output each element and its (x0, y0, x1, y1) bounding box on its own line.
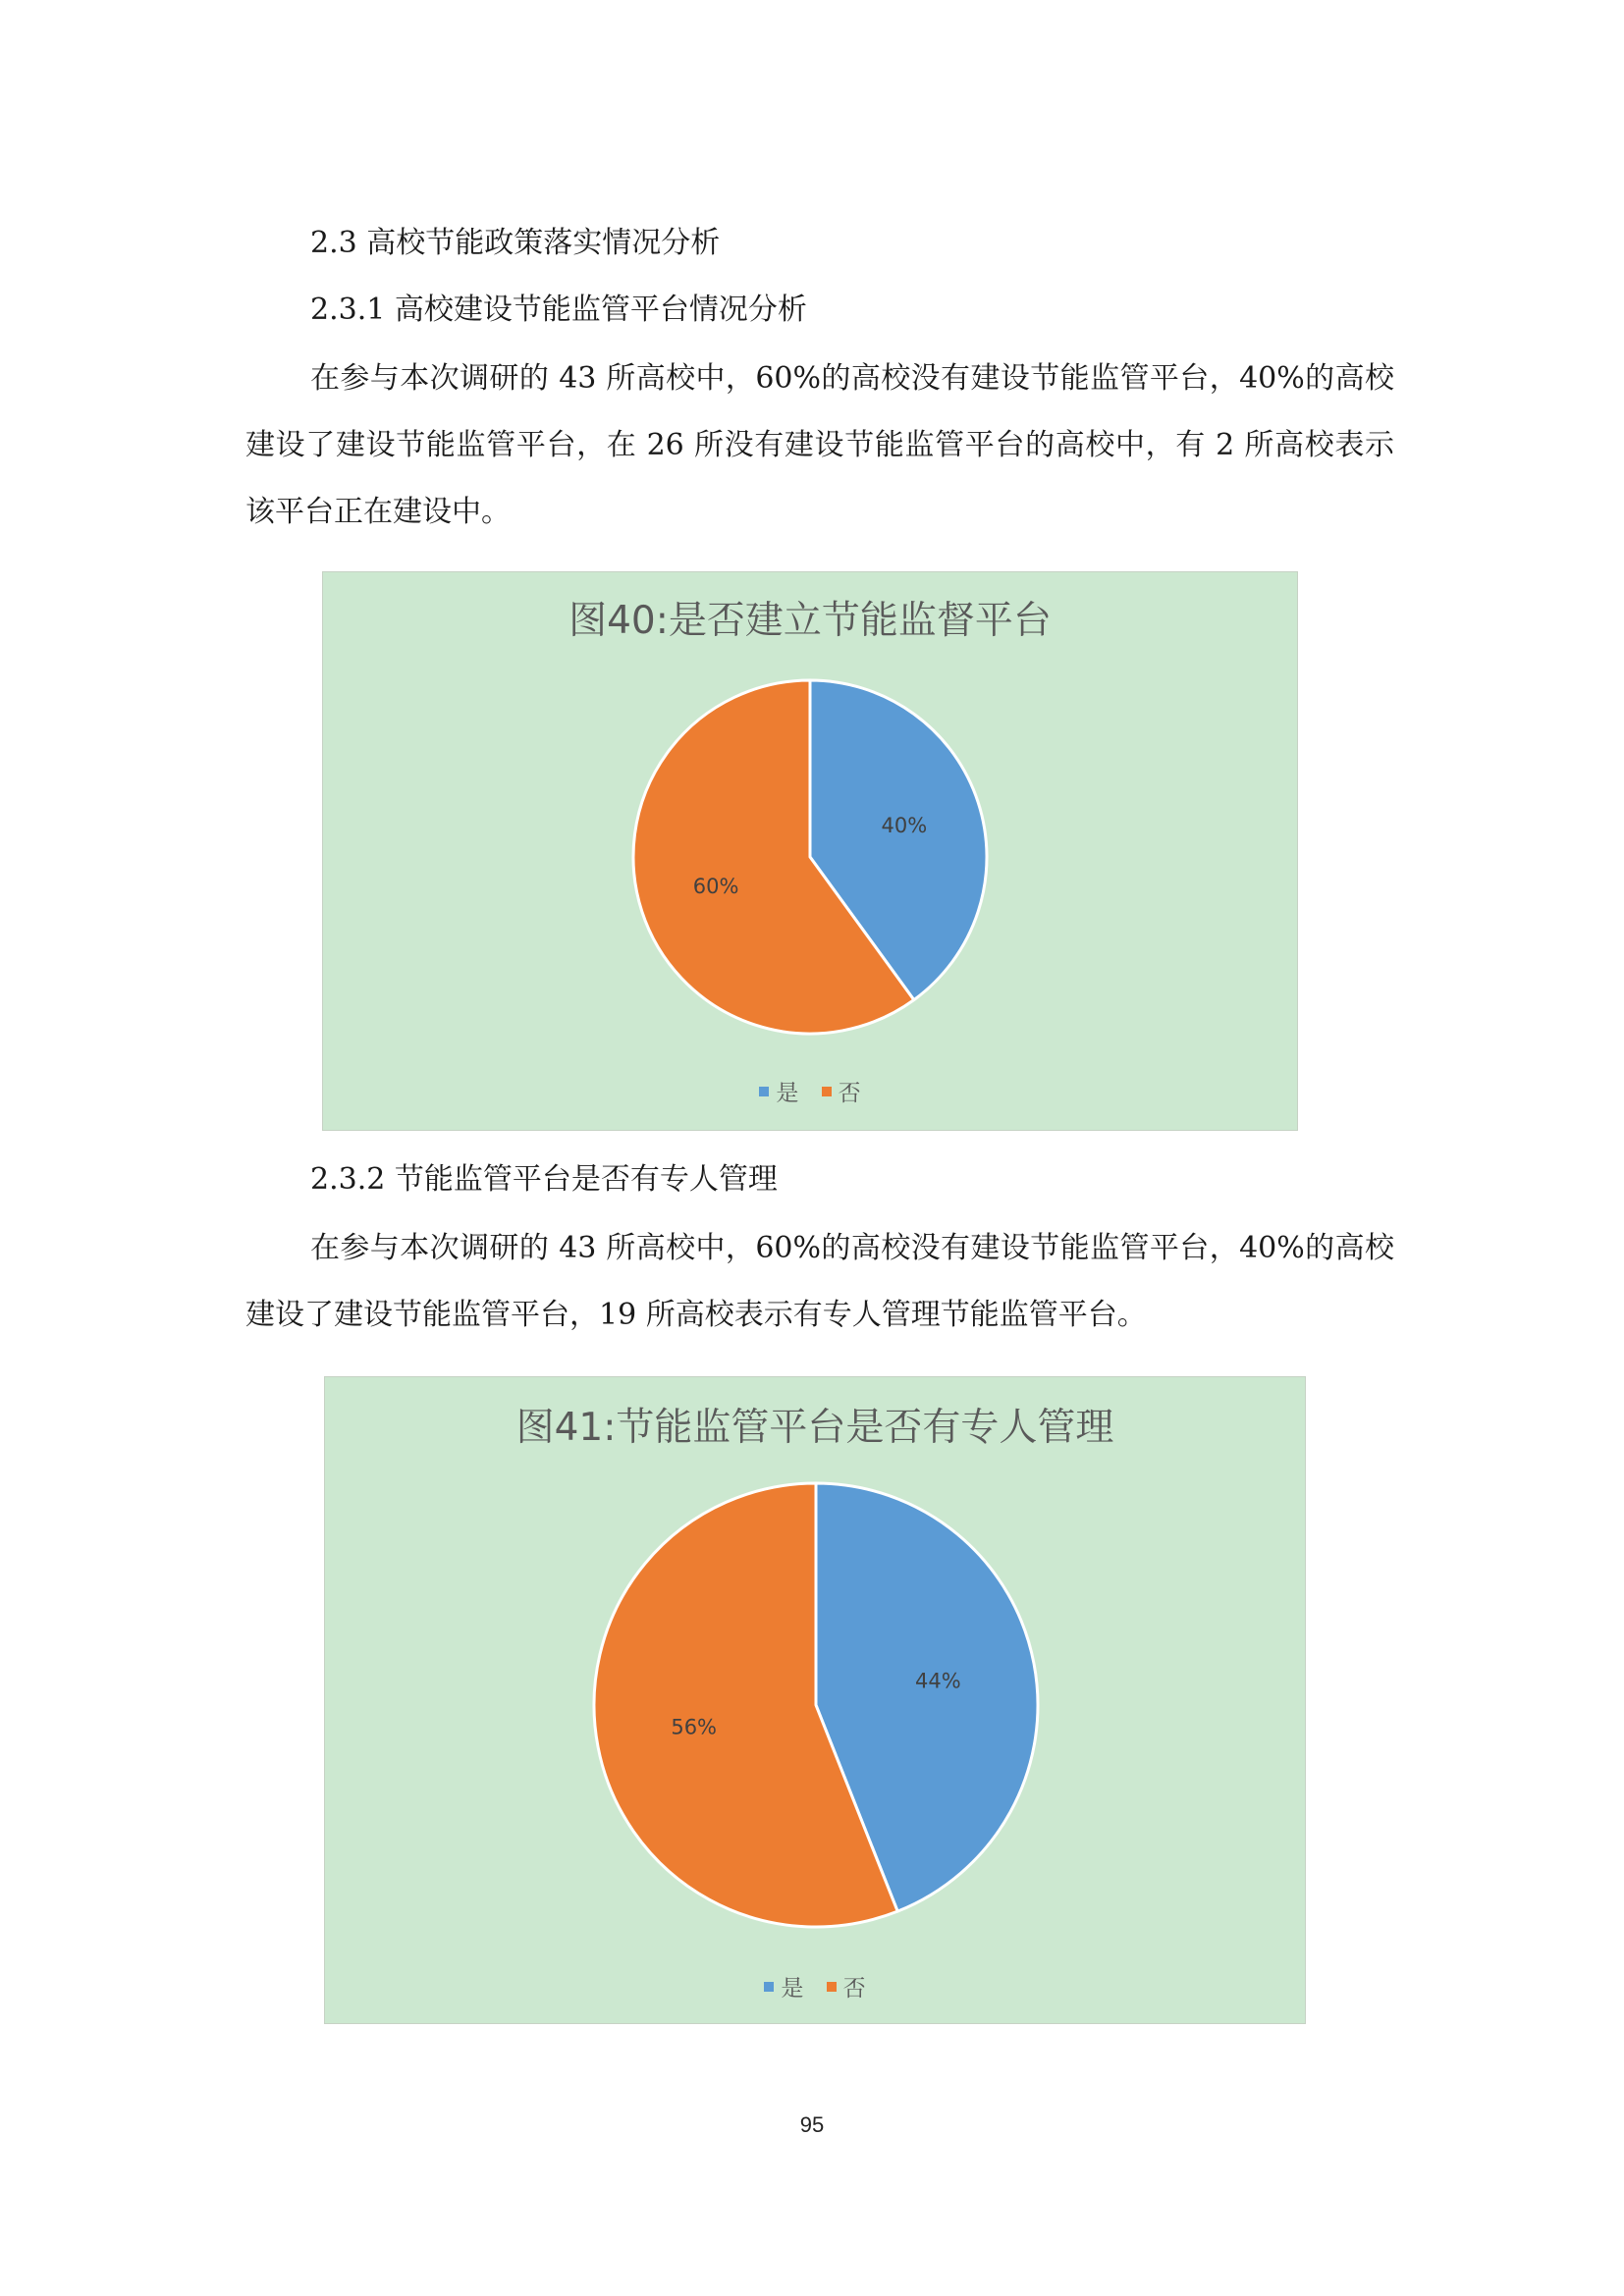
legend-swatch-no (822, 1087, 832, 1096)
legend-item-no (827, 1970, 866, 2002)
section-heading-2-3: 2.3 高校节能政策落实情况分析 (310, 226, 721, 260)
data-label-no: 56% (671, 1715, 718, 1739)
legend-swatch-yes (759, 1087, 769, 1096)
paragraph-dedicated-staff: 在参与本次调研的 43 所高校中，60%的高校没有建设节能监管平台，40%的高校建设了建设节能监管平台，19 所高校表示有专人管理节能监管平台。 (245, 1231, 1394, 1332)
data-label-yes: 44% (914, 1669, 961, 1693)
legend-item-yes (759, 1075, 798, 1107)
legend-swatch-no (827, 1982, 837, 1992)
pie-chart-40 (323, 572, 1299, 1132)
legend-label-no: 否 (842, 1976, 866, 2002)
chart-legend (325, 1970, 1305, 2002)
data-label-yes: 40% (881, 813, 928, 837)
pie-chart-41 (325, 1377, 1307, 2025)
chart-legend (323, 1075, 1297, 1107)
legend-swatch-yes (764, 1982, 774, 1992)
legend-label-yes: 是 (776, 1081, 799, 1106)
chart-title: 图40:是否建立节能监督平台 (568, 599, 1052, 643)
data-label-no: 60% (692, 875, 739, 899)
chart-title: 图41:节能监管平台是否有专人管理 (515, 1406, 1114, 1450)
section-heading-2-3-2: 2.3.2 节能监管平台是否有专人管理 (310, 1162, 778, 1197)
legend-item-no (822, 1075, 861, 1107)
chart-40 (322, 571, 1298, 1131)
legend-label-yes: 是 (781, 1976, 804, 2002)
page-number: 95 (799, 2112, 825, 2137)
chart-41 (324, 1376, 1306, 2024)
section-heading-2-3-1: 2.3.1 高校建设节能监管平台情况分析 (310, 293, 807, 327)
paragraph-platform-construction: 在参与本次调研的 43 所高校中，60%的高校没有建设节能监管平台，40%的高校建设了建设节能监管平台，在 26 所没有建设节能监管平台的高校中，有 2 所高校表示该平台正在建设中。 (245, 361, 1394, 529)
legend-item-yes (764, 1970, 803, 2002)
legend-label-no: 否 (838, 1081, 861, 1106)
